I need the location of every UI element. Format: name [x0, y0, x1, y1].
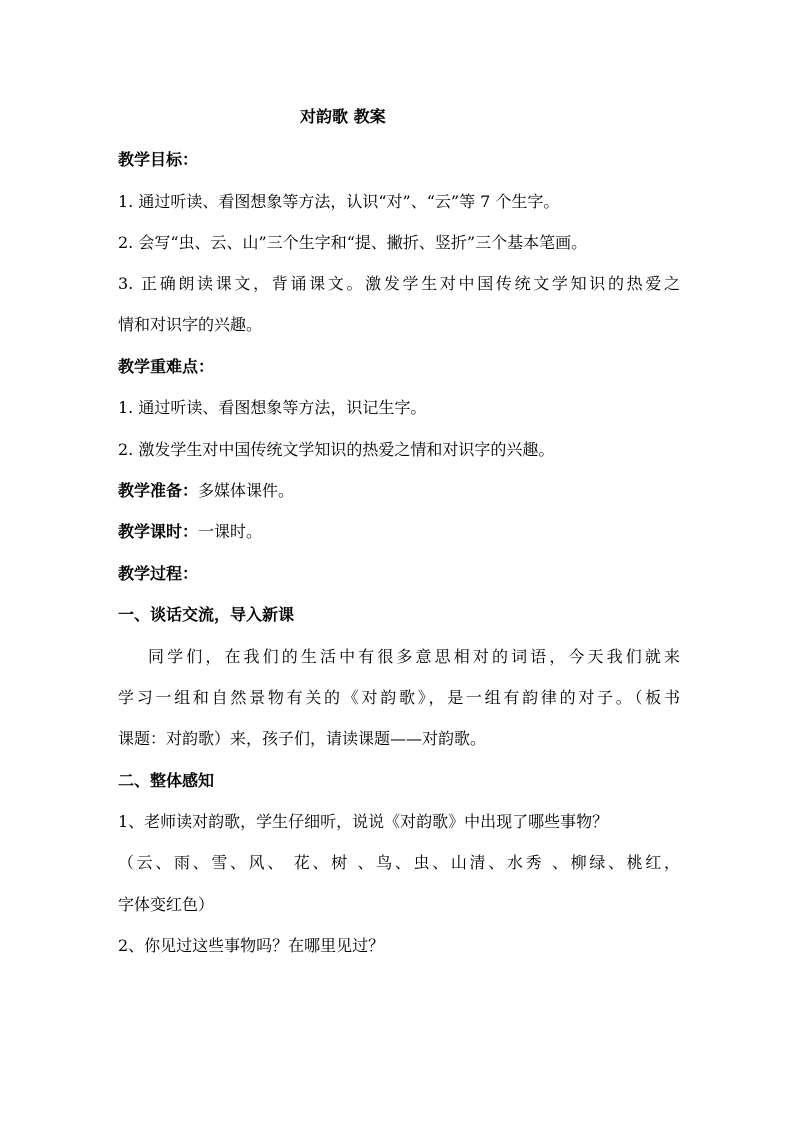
section-2-item-2: 2、你见过这些事物吗？在哪里见过？ [118, 936, 385, 955]
preparation-value: 多媒体课件。 [198, 481, 295, 500]
section-1-paragraph-line-2: 学习一组和自然景物有关的《对韵歌》，是一组有韵律的对子。（板书 [118, 688, 680, 707]
page-title: 对韵歌 教案 [300, 107, 386, 126]
section-1-paragraph-line-1: 同学们，在我们的生活中有很多意思相对的词语，今天我们就来 [148, 647, 680, 666]
section-2-heading: 二、整体感知 [118, 771, 215, 790]
objective-item-1: 1. 通过听读、看图想象等方法，认识“对”、“云”等 7 个生字。 [118, 192, 560, 211]
section-1-paragraph-line-3: 课题：对韵歌）来，孩子们，请读课题——对韵歌。 [118, 729, 487, 748]
preparation-row [118, 479, 294, 503]
hours-row [118, 520, 262, 544]
key-point-item-2: 2. 激发学生对中国传统文学知识的热爱之情和对识字的兴趣。 [118, 440, 555, 459]
hours-label: 教学课时： [118, 522, 199, 541]
section-2-item-1: 1、老师读对韵歌，学生仔细听，说说《对韵歌》中出现了哪些事物？ [118, 812, 609, 831]
objectives-heading: 教学目标： [118, 150, 199, 169]
key-points-heading: 教学重难点： [118, 357, 215, 376]
section-1-heading: 一、谈话交流，导入新课 [118, 605, 295, 624]
objective-item-3-line-1: 3. 正确朗读课文，背诵课文。激发学生对中国传统文学知识的热爱之 [118, 274, 680, 293]
process-heading: 教学过程： [118, 564, 199, 583]
objective-item-3-line-2: 情和对识字的兴趣。 [118, 315, 263, 334]
preparation-label: 教学准备： [118, 481, 199, 500]
key-point-item-1: 1. 通过听读、看图想象等方法，识记生字。 [118, 398, 427, 417]
section-2-item-1-note-line-1: （云、雨、雪、风、 花、树 、鸟、虫、山清、水秀 、柳绿、桃红， [118, 853, 680, 872]
objective-item-2: 2. 会写“虫、云、山”三个生字和“提、撇折、竖折”三个基本笔画。 [118, 233, 588, 252]
section-2-item-1-note-line-2: 字体变红色） [118, 895, 215, 914]
hours-value: 一课时。 [198, 522, 263, 541]
